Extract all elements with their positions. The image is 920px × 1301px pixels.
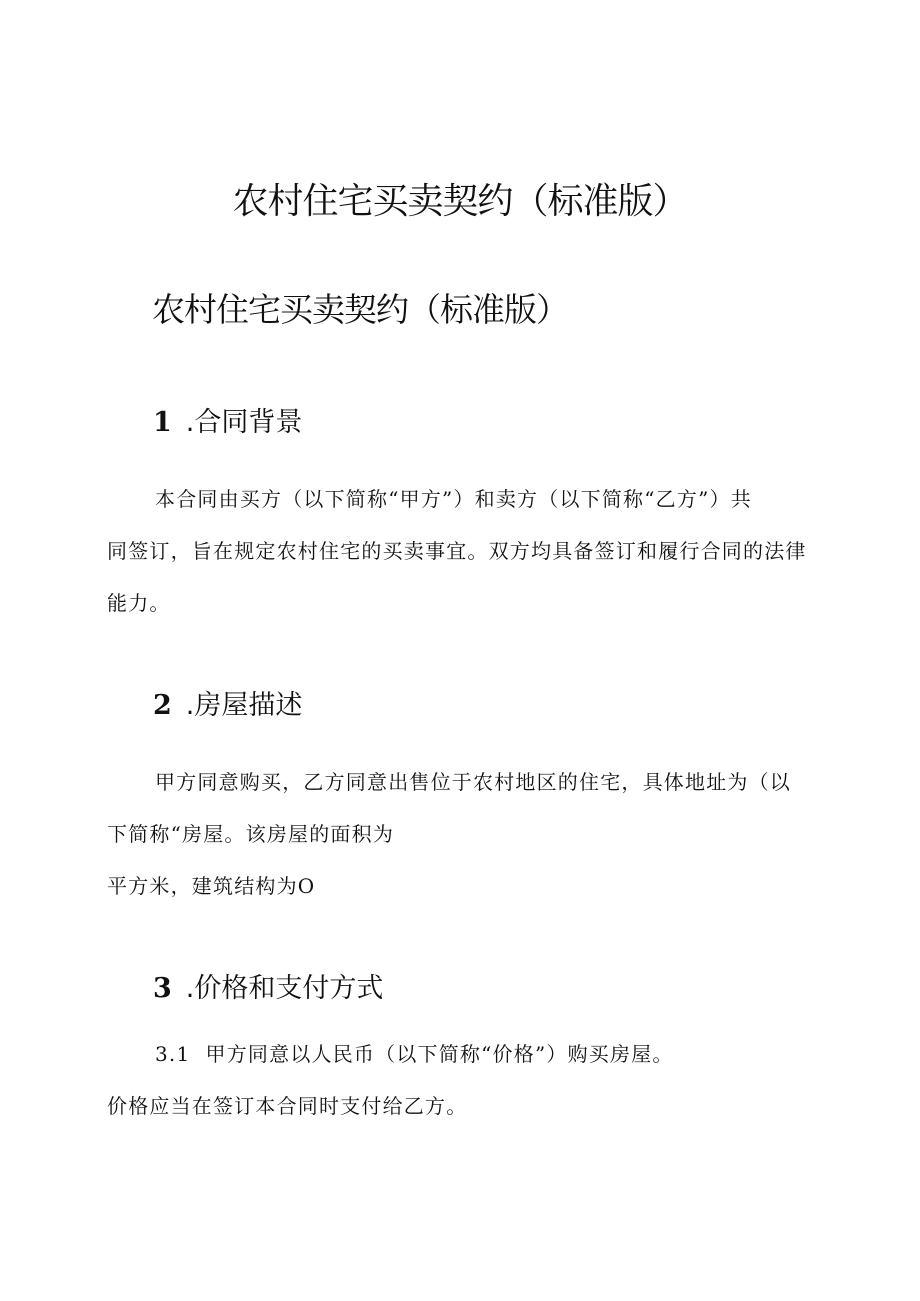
section-body-price <box>107 1028 823 1132</box>
paragraph-line: 下简称“房屋。该房屋的面积为 <box>107 822 395 846</box>
paragraph-line: 同签订，旨在规定农村住宅的买卖事宜。双方均具备签订和履行合同的法律 <box>107 539 807 563</box>
section-body-description <box>107 756 823 912</box>
section-number: 3 <box>153 973 172 1004</box>
paragraph-line: 甲方同意购买，乙方同意出售位于农村地区的住宅，具体地址为（以 <box>155 770 791 794</box>
section-title: .房屋描述 <box>185 690 303 721</box>
section-number: 1 <box>153 407 172 438</box>
paragraph-line: 能力。 <box>107 591 171 615</box>
section-heading-description <box>153 689 302 723</box>
paragraph-line: 平方米，建筑结构为O <box>107 874 316 898</box>
section-title: .价格和支付方式 <box>185 973 384 1004</box>
section-body-background <box>107 473 823 629</box>
section-heading-price <box>153 972 383 1006</box>
document-title: 农村住宅买卖契约（标准版） <box>232 181 688 222</box>
section-title: .合同背景 <box>185 407 303 438</box>
paragraph-line: 本合同由买方（以下简称“甲方”）和卖方（以下简称“乙方”）共 <box>155 487 752 511</box>
paragraph-line: 3.1 甲方同意以人民币（以下简称“价格”）购买房屋。 <box>155 1042 674 1066</box>
section-number: 2 <box>153 690 172 721</box>
document-subtitle: 农村住宅买卖契约（标准版） <box>152 290 568 329</box>
section-heading-background <box>153 406 302 440</box>
paragraph-line: 价格应当在签订本合同时支付给乙方。 <box>107 1094 468 1118</box>
